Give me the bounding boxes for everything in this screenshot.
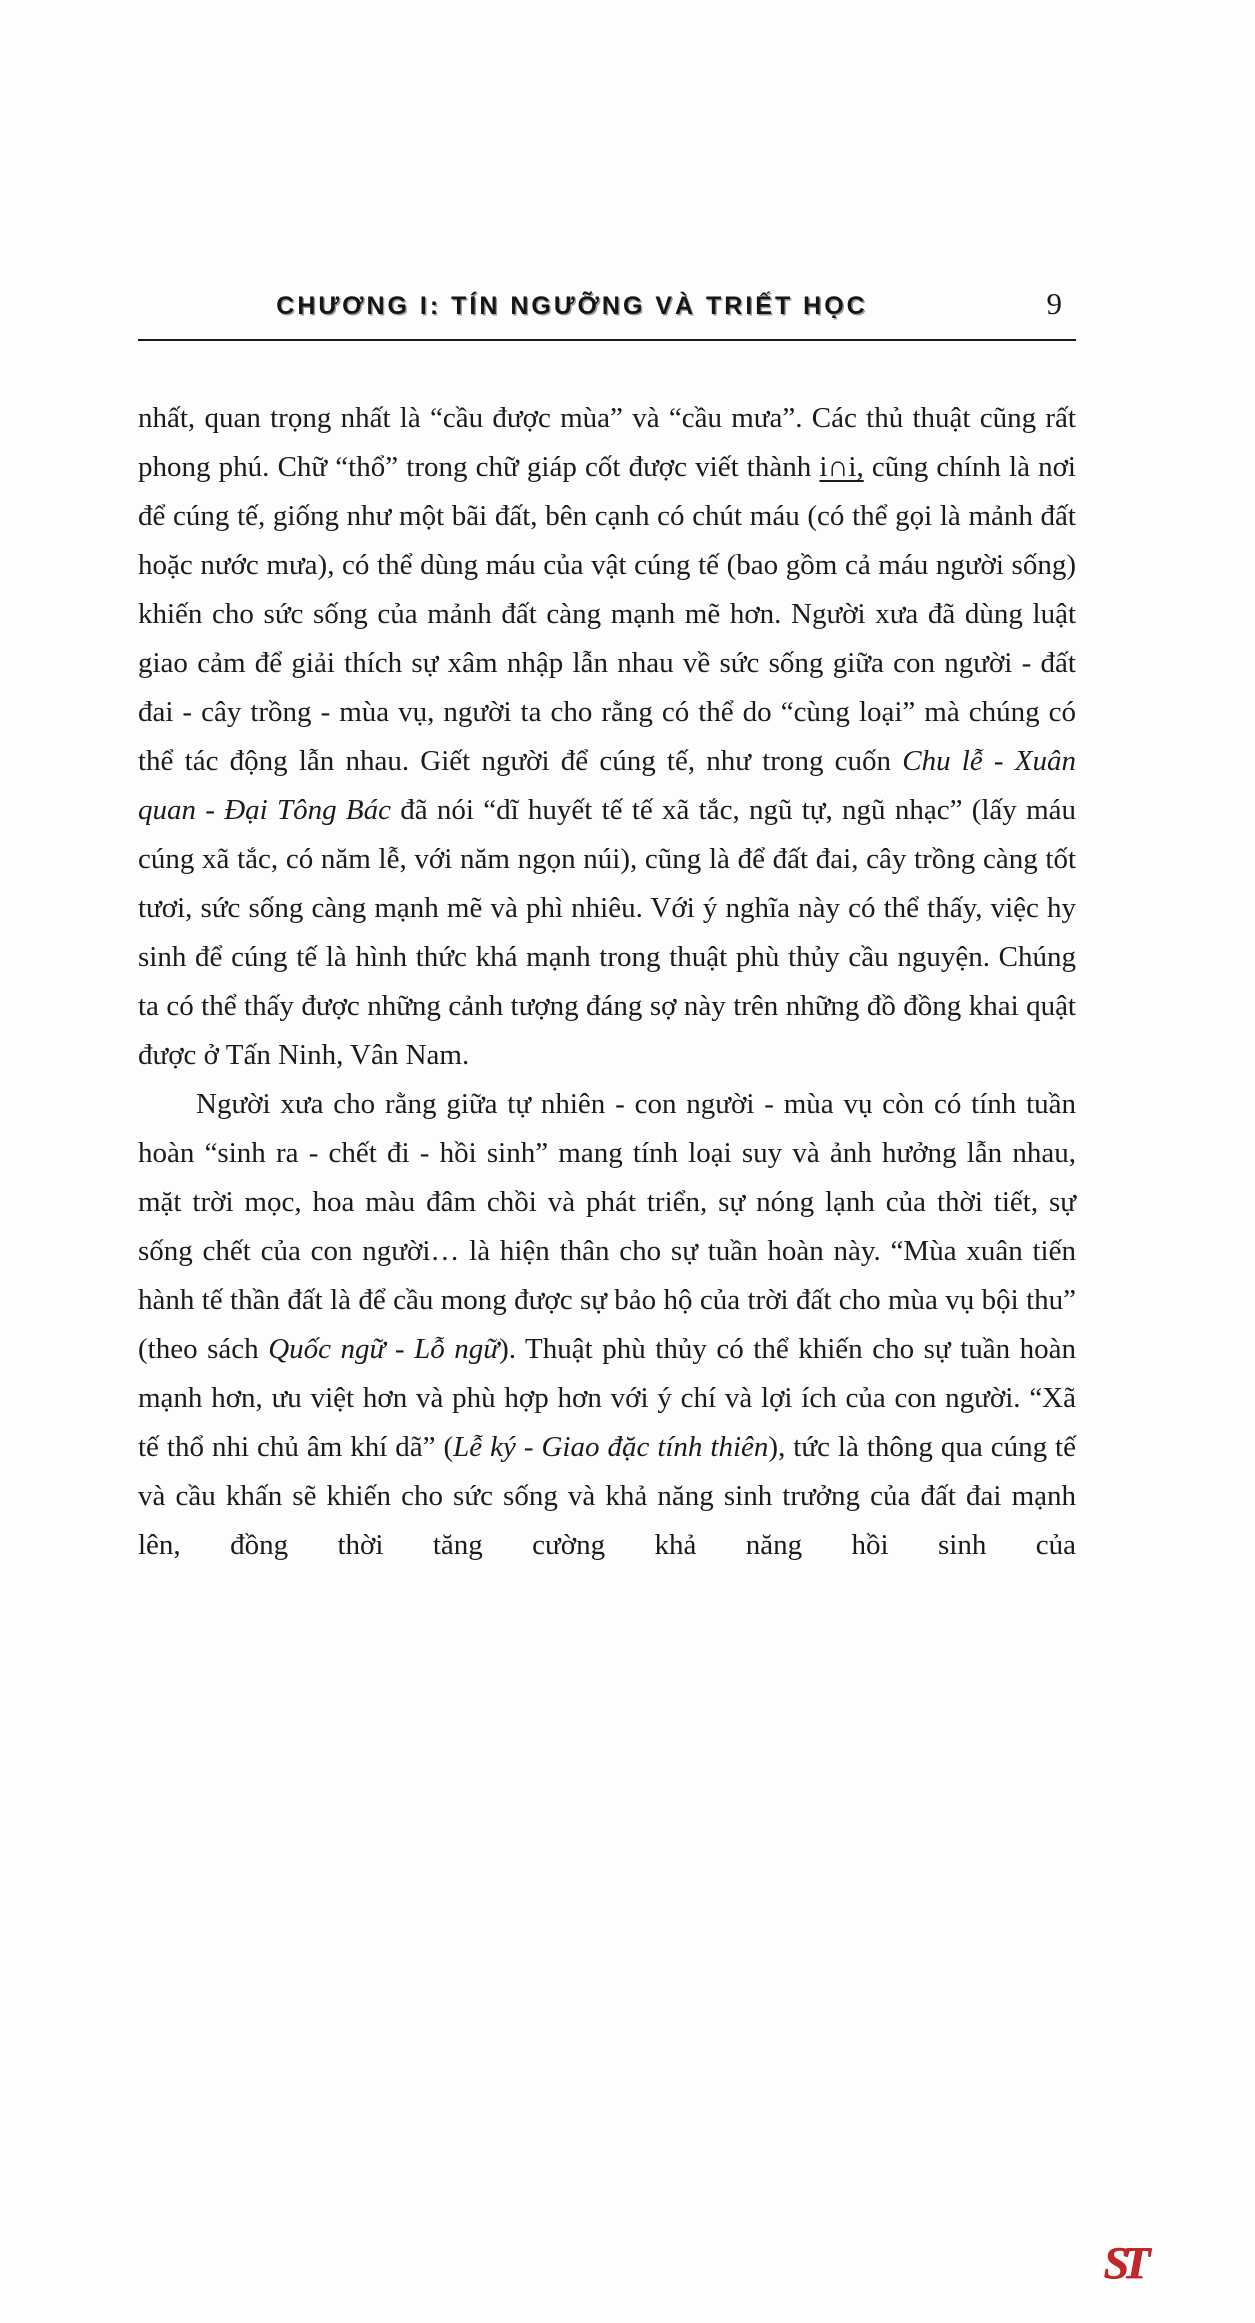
- chapter-title: CHƯƠNG I: TÍN NGƯỠNG VÀ TRIẾT HỌC: [276, 292, 868, 320]
- header-divider: [138, 339, 1076, 341]
- text-run-normal: cũng chính là nơi để cúng tế, giống như một bãi đất, bên cạnh có chút máu (có thể gọi là mảnh đất hoặc nước mưa), có thể dùng máu của vật cúng tế (bao gồm cả máu người sống) khiến cho sức sống của mảnh đất càng mạnh mẽ hơn. Người xưa đã dùng luật giao cảm để giải thích sự xâm nhập lẫn nhau về sức sống giữa con người - đất đai - cây trồng - mùa vụ, người ta cho rằng có thể do “cùng loại” mà chúng có thể tác động lẫn nhau. Giết người để cúng tế, như trong cuốn: [138, 451, 1076, 777]
- text-run-normal: đã nói “dĩ huyết tế tế xã tắc, ngũ tự, ngũ nhạc” (lấy máu cúng xã tắc, có năm lễ, với năm ngọn núi), cũng là để đất đai, cây trồng càng tốt tươi, sức sống càng mạnh mẽ và phì nhiêu. Với ý nghĩa này có thể thấy, việc hy sinh để cúng tế là hình thức khá mạnh trong thuật phù thủy cầu nguyện. Chúng ta có thể thấy được những cảnh tượng đáng sợ này trên những đồ đồng khai quật được ở Tấn Ninh, Vân Nam.: [138, 794, 1076, 1071]
- text-run-italic: Quốc ngữ - Lỗ ngữ: [268, 1333, 500, 1365]
- page-number: 9: [1046, 286, 1062, 321]
- paragraph: [138, 1080, 1076, 1570]
- page-header: [138, 286, 1076, 332]
- text-run-normal: nhất, quan trọng nhất là “cầu được mùa” và “cầu mưa”. Các thủ thuật cũng rất phong phú. Chữ “thổ” trong chữ giáp cốt được viết thành: [138, 402, 1076, 483]
- page-body: [138, 394, 1076, 1570]
- text-run-normal: ), tức là thông qua cúng tế và cầu khấn sẽ khiến cho sức sống và khả năng sinh trưởng của đất đai mạnh lên, đồng thời tăng cường khả năng hồi sinh của: [138, 1431, 1076, 1561]
- text-run-italic: Lễ ký - Giao đặc tính thiên: [453, 1431, 769, 1463]
- text-run-normal: Người xưa cho rằng giữa tự nhiên - con người - mùa vụ còn có tính tuần hoàn “sinh ra - chết đi - hồi sinh” mang tính loại suy và ảnh hưởng lẫn nhau, mặt trời mọc, hoa màu đâm chồi và phát triển, sự nóng lạnh của thời tiết, sự sống chết của con người… là hiện thân cho sự tuần hoàn này. “Mùa xuân tiến hành tế thần đất là để cầu mong được sự bảo hộ của trời đất cho mùa vụ bội thu” (theo sách: [138, 1088, 1076, 1365]
- text-run-italic: Chu lễ - Xuân quan - Đại Tông Bác: [138, 745, 1076, 826]
- paragraph: [138, 394, 1076, 1080]
- text-run-underline: i∩i,: [819, 451, 864, 483]
- publisher-logo: ST: [1103, 2237, 1143, 2288]
- text-run-normal: ). Thuật phù thủy có thể khiến cho sự tuần hoàn mạnh hơn, ưu việt hơn và phù hợp hơn với ý chí và lợi ích của con người. “Xã tế thổ nhi chủ âm khí dã” (: [138, 1333, 1076, 1463]
